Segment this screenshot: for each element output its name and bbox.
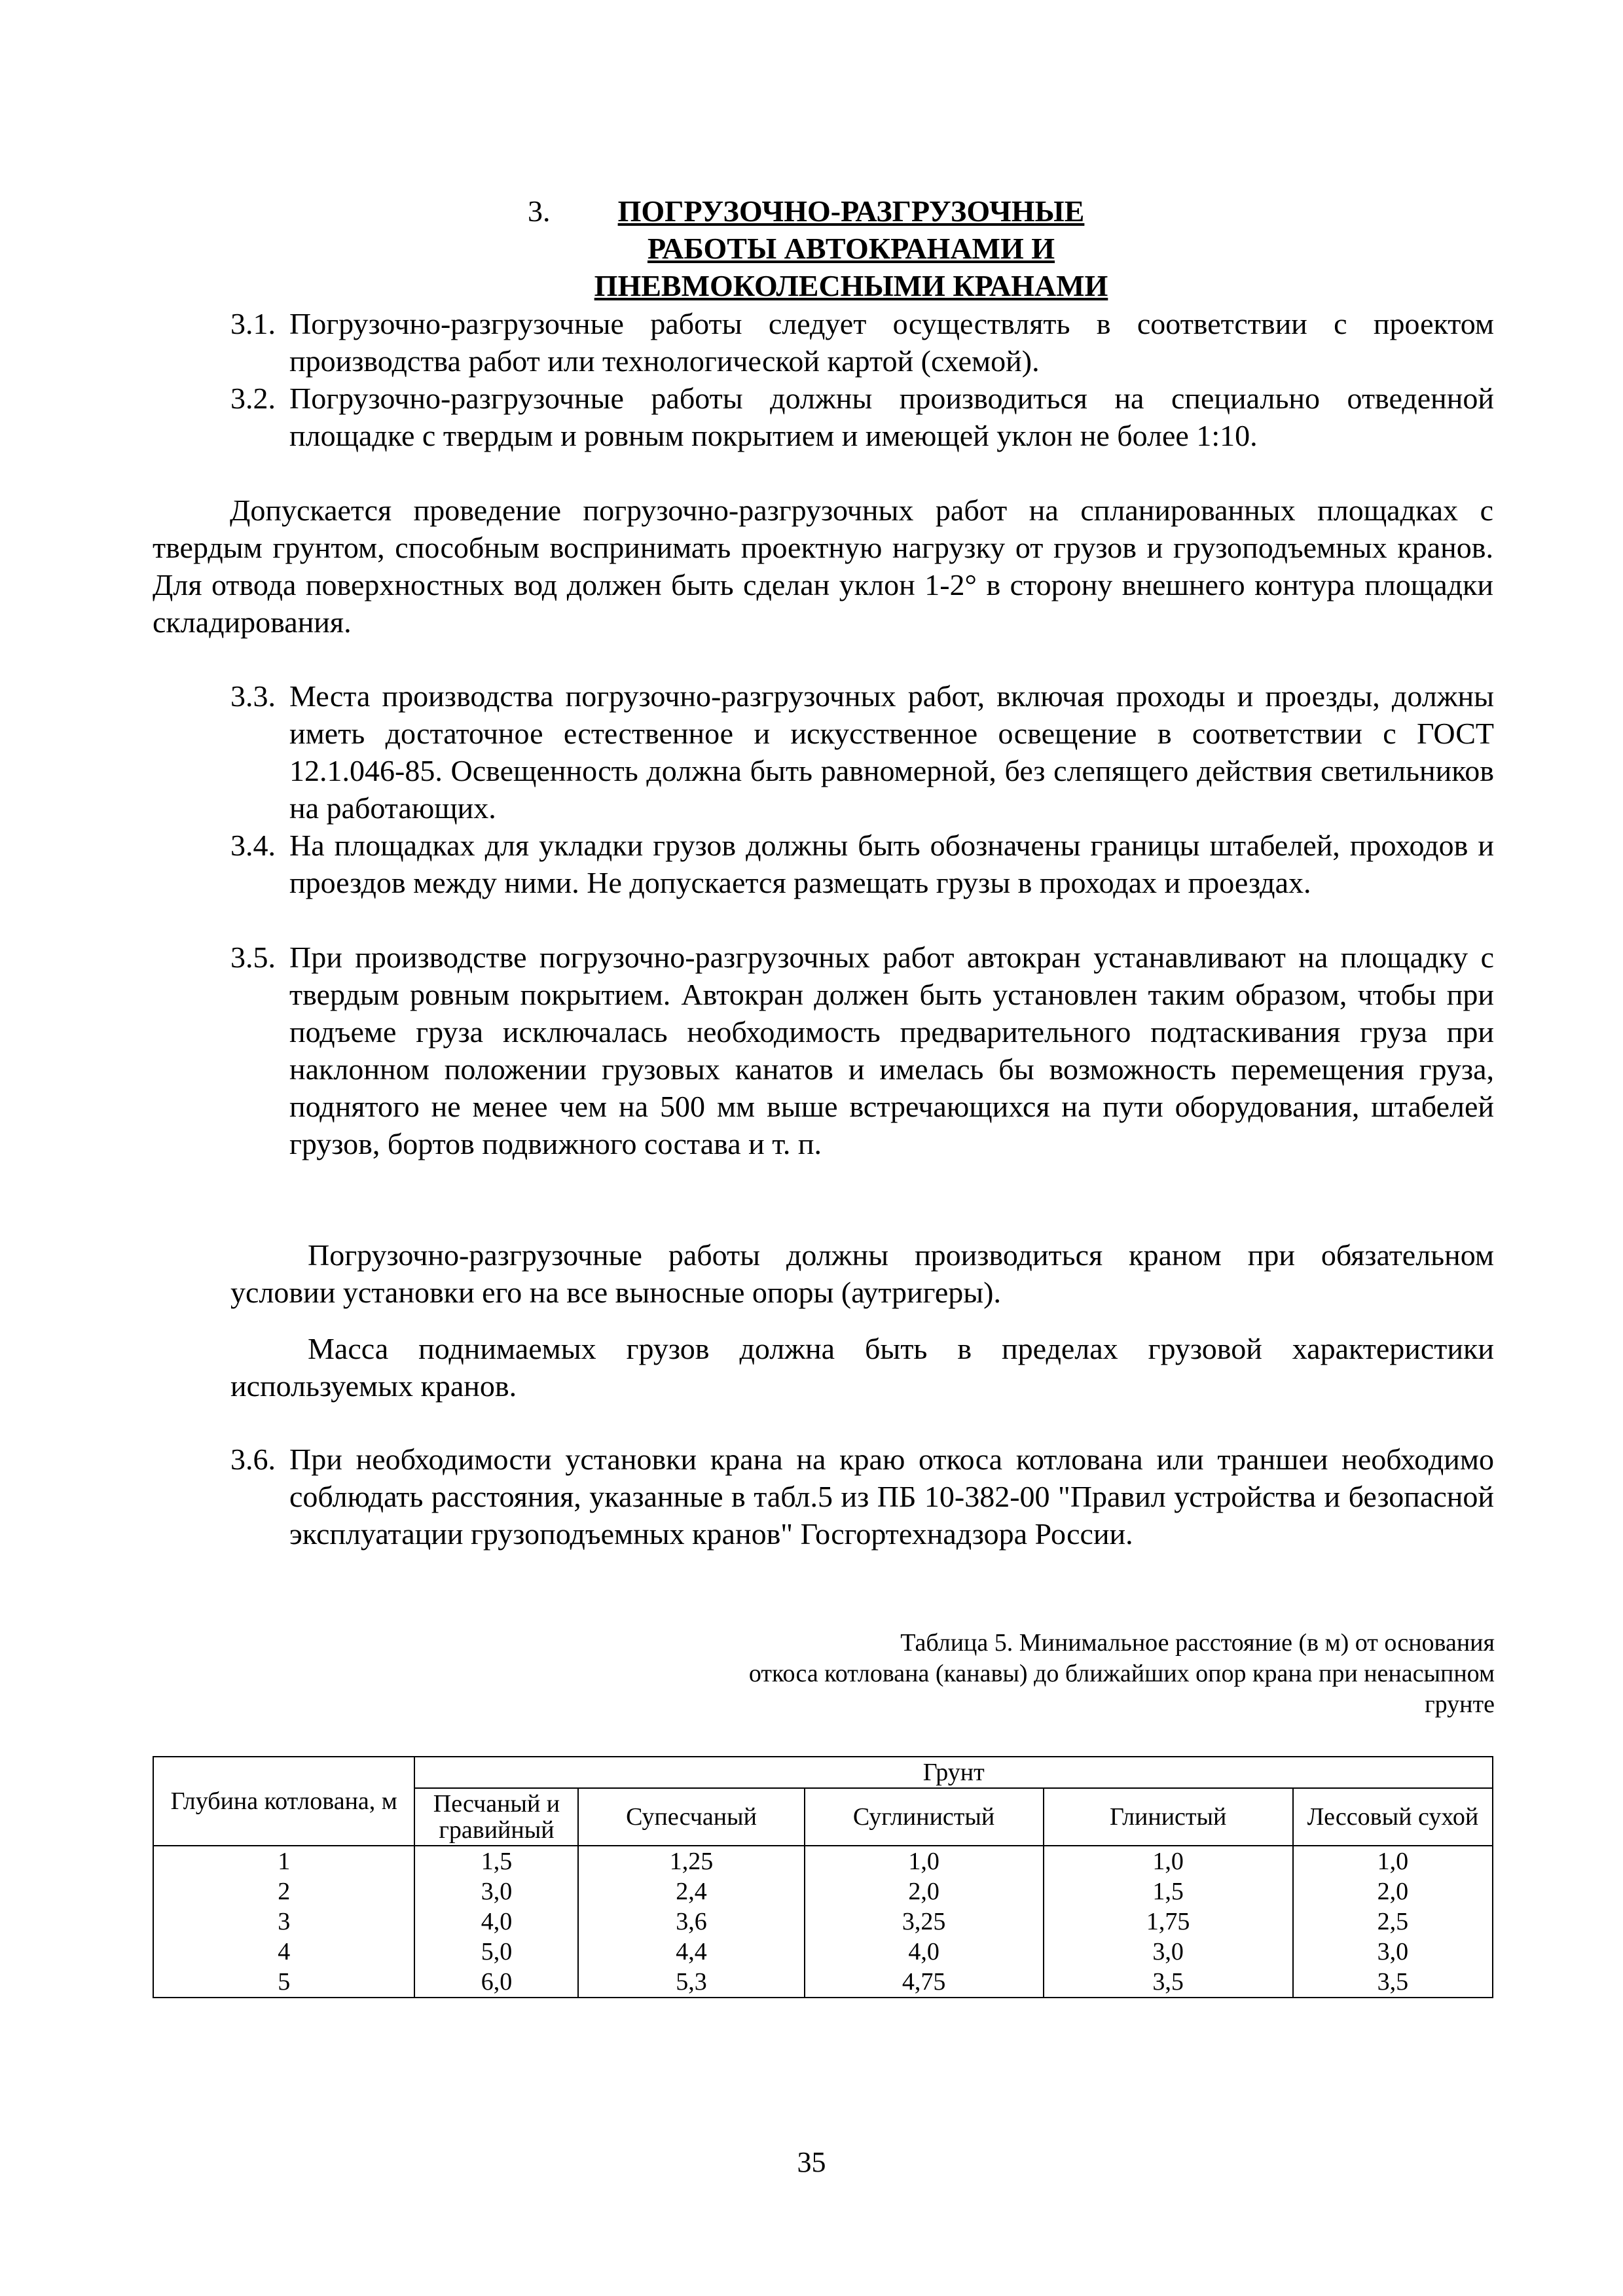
section-number: 3. <box>528 194 551 228</box>
table-cell: 2,0 <box>805 1876 1044 1907</box>
table-row <box>153 1846 1493 1876</box>
table-cell: 4 <box>153 1937 414 1967</box>
caption-line: Таблица 5. Минимальное расстояние (в м) от основания <box>900 1629 1495 1657</box>
table-caption <box>644 1628 1495 1720</box>
table-cell: 2,5 <box>1293 1907 1493 1937</box>
table-cell: 5,3 <box>578 1967 804 1998</box>
table-cell: 1,5 <box>1044 1876 1293 1907</box>
table-cell: 3,25 <box>805 1907 1044 1937</box>
section-title-line-1: ПОГРУЗОЧНО-РАЗГРУЗОЧНЫЕ <box>617 194 1085 228</box>
section-title <box>524 192 1178 304</box>
table-cell: 1,0 <box>1293 1846 1493 1876</box>
caption-line: откоса котлована (канавы) до ближайших опор крана при ненасыпном <box>748 1660 1495 1687</box>
caption-line: грунте <box>1425 1691 1495 1718</box>
item-number: 3.1. <box>230 307 276 340</box>
table-cell: 1,0 <box>1044 1846 1293 1876</box>
table-cell: 3,0 <box>414 1876 578 1907</box>
table-cell: 1,5 <box>414 1846 578 1876</box>
item-text: Погрузочно-разгрузочные работы следует осуществлять в соответствии с проектом производства работ или технологической картой (схемой). <box>289 307 1494 378</box>
item-number: 3.6. <box>230 1443 276 1476</box>
item-text: Места производства погрузочно-разгрузочных работ, включая проходы и проезды, должны иметь достаточное естественное и искусственное освещение в соответствии с ГОСТ 12.1.046-85. Освещенность должна быть равномерной, без слепящего действия светильников на работающих. <box>289 679 1494 825</box>
item-3-2 <box>230 380 1494 454</box>
table-cell: 1,75 <box>1044 1907 1293 1937</box>
item-number: 3.4. <box>230 829 276 862</box>
item-3-3 <box>230 677 1494 827</box>
table-cell: 5 <box>153 1967 414 1998</box>
depth-header: Глубина котлована, м <box>153 1757 414 1846</box>
page-number: 35 <box>797 2146 826 2178</box>
table-cell: 3,0 <box>1044 1937 1293 1967</box>
table-cell: 3 <box>153 1907 414 1937</box>
item-text: Погрузочно-разгрузочные работы должны производиться на специально отведенной площадке с твердым и ровным покрытием и имеющей уклон не более 1:10. <box>289 382 1494 452</box>
table-cell: 4,75 <box>805 1967 1044 1998</box>
table-cell: 5,0 <box>414 1937 578 1967</box>
section-title-line-3: ПНЕВМОКОЛЕСНЫМИ КРАНАМИ <box>594 269 1108 302</box>
column-header: Суглинистый <box>805 1788 1044 1846</box>
distance-table <box>153 1756 1493 1998</box>
table-cell: 2 <box>153 1876 414 1907</box>
table-cell: 6,0 <box>414 1967 578 1998</box>
item-3-1 <box>230 305 1494 380</box>
item-number: 3.5. <box>230 941 276 974</box>
table-row <box>153 1967 1493 1998</box>
table-cell: 3,0 <box>1293 1937 1493 1967</box>
paragraph: Масса поднимаемых грузов должна быть в пределах грузовой характеристики используемых кранов. <box>230 1332 1494 1403</box>
table-cell: 4,0 <box>805 1937 1044 1967</box>
section-title-line-2: РАБОТЫ АВТОКРАНАМИ И <box>647 232 1055 265</box>
paragraph: Допускается проведение погрузочно-разгрузочных работ на спланированных площадках с твердым грунтом, способным воспринимать проектную нагрузку от грузов и грузоподъемных кранов. Для отвода поверхностных вод должен быть сделан уклон 1-2° в сторону внешнего контура площадки складирования. <box>153 493 1493 639</box>
item-3-4 <box>230 827 1494 901</box>
item-text: На площадках для укладки грузов должны быть обозначены границы штабелей, проходов и проездов между ними. Не допускается размещать грузы в проходах и проездах. <box>289 829 1494 899</box>
table-cell: 1,0 <box>805 1846 1044 1876</box>
table-row <box>153 1876 1493 1907</box>
table-cell: 1 <box>153 1846 414 1876</box>
table-row <box>153 1937 1493 1967</box>
item-text: При необходимости установки крана на краю откоса котлована или траншеи необходимо соблюдать расстояния, указанные в табл.5 из ПБ 10-382-00 "Правил устройства и безопасной эксплуатации грузоподъемных кранов" Госгортехнадзора России. <box>289 1443 1494 1551</box>
item-number: 3.3. <box>230 679 276 713</box>
table-cell: 3,5 <box>1293 1967 1493 1998</box>
column-header: Лессовый сухой <box>1293 1788 1493 1846</box>
item-number: 3.2. <box>230 382 276 415</box>
paragraph: Погрузочно-разгрузочные работы должны производиться краном при обязательном условии установки его на все выносные опоры (аутригеры). <box>230 1238 1494 1309</box>
soil-group-header: Грунт <box>414 1757 1493 1788</box>
table-cell: 2,4 <box>578 1876 804 1907</box>
table-cell: 2,0 <box>1293 1876 1493 1907</box>
table-cell: 3,5 <box>1044 1967 1293 1998</box>
item-3-5 <box>230 939 1494 1162</box>
table-cell: 4,0 <box>414 1907 578 1937</box>
table-cell: 1,25 <box>578 1846 804 1876</box>
item-text: При производстве погрузочно-разгрузочных работ автокран устанавливают на площадку с твердым ровным покрытием. Автокран должен быть установлен таким образом, чтобы при подъеме груза исключалась необходимость предварительного подтаскивания груза при наклонном положении грузовых канатов и имелась бы возможность перемещения груза, поднятого не менее чем на 500 мм выше встречающихся на пути оборудования, штабелей грузов, бортов подвижного состава и т. п. <box>289 941 1494 1160</box>
column-header: Супесчаный <box>578 1788 804 1846</box>
table-cell: 4,4 <box>578 1937 804 1967</box>
column-header: Песчаный и гравийный <box>414 1788 578 1846</box>
table-cell: 3,6 <box>578 1907 804 1937</box>
item-3-6 <box>230 1441 1494 1552</box>
column-header: Глинистый <box>1044 1788 1293 1846</box>
table-row <box>153 1907 1493 1937</box>
